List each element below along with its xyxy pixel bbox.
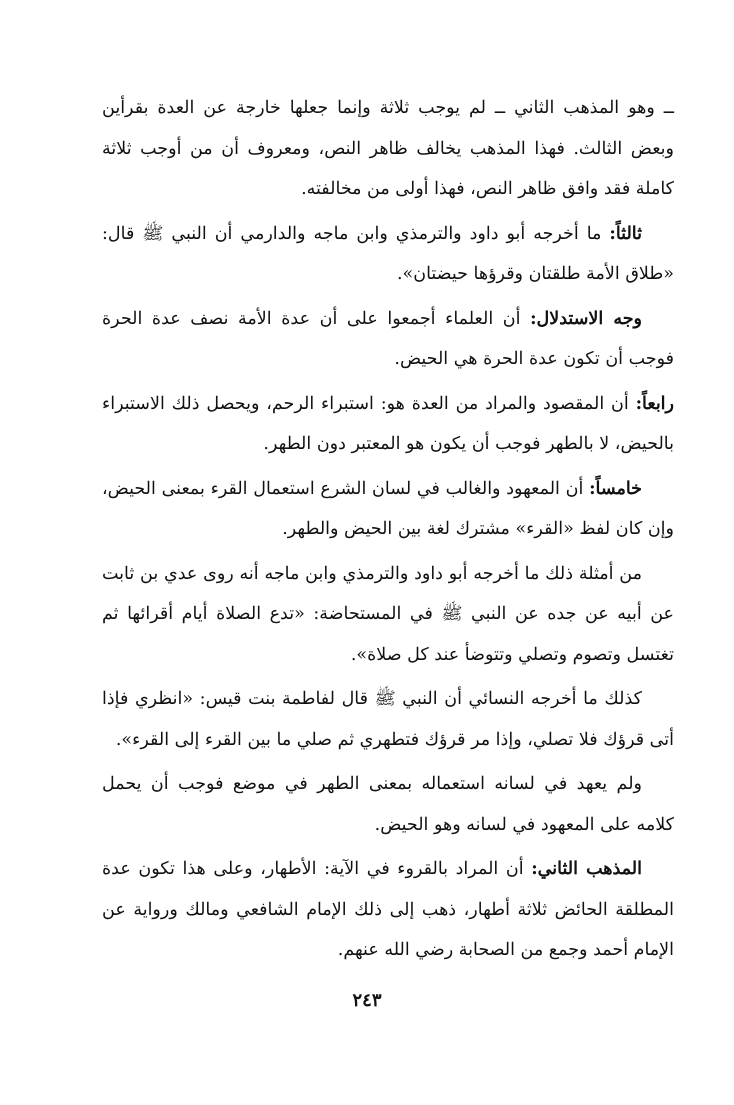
paragraph-inference xyxy=(102,299,674,380)
paragraph-text: أن المقصود والمراد من العدة هو: استبراء الرحم، ويحصل ذلك الاستبراء بالحيض، لا بالطهر فوجب أن يكون هو المعتبر دون الطهر. xyxy=(102,393,674,454)
paragraph-third-evidence xyxy=(102,214,674,295)
paragraph-heading: ثالثاً: xyxy=(609,223,642,244)
paragraph-text: أن العلماء أجمعوا على أن عدة الأمة نصف عدة الحرة فوجب أن تكون عدة الحرة هي الحيض. xyxy=(102,308,674,369)
page-number: ٢٤٣ xyxy=(352,990,382,1011)
page-body xyxy=(102,88,674,975)
paragraph-text: ولم يعهد في لسانه استعماله بمعنى الطهر في موضع فوجب أن يحمل كلامه على المعهود في لسانه وهو الحيض. xyxy=(102,774,674,835)
paragraph-conclusion xyxy=(102,764,674,845)
paragraph-text: أن المعهود والغالب في لسان الشرع استعمال القرء بمعنى الحيض، وإن كان لفظ «القرء» مشترك لغة بين الحيض والطهر. xyxy=(102,478,674,539)
paragraph-fifth-evidence xyxy=(102,469,674,550)
paragraph-text: أن المراد بالقروء في الآية: الأطهار، وعلى هذا تكون عدة المطلقة الحائض ثلاثة أطهار، ذهب إلى ذلك الإمام الشافعي ومالك ورواية عن الإمام أحمد وجمع من الصحابة رضي الله عنهم. xyxy=(102,859,674,960)
paragraph-text: ما أخرجه أبو داود والترمذي وابن ماجه والدارمي أن النبي ﷺ قال: «طلاق الأمة طلقتان وقرؤها حيضتان». xyxy=(102,223,674,284)
paragraph-text: ــ وهو المذهب الثاني ــ لم يوجب ثلاثة وإنما جعلها خارجة عن العدة بقرأين وبعض الثالث. فهذا المذهب يخالف ظاهر النص، ومعروف أن من أوجب ثلاثة كاملة فقد وافق ظاهر النص، فهذا أولى من مخالفته. xyxy=(102,98,674,199)
paragraph-heading: وجه الاستدلال: xyxy=(530,308,642,329)
paragraph-example-one xyxy=(102,554,674,676)
paragraph-heading: المذهب الثاني: xyxy=(531,859,642,879)
paragraph-fourth-evidence xyxy=(102,384,674,465)
paragraph-example-two xyxy=(102,679,674,760)
paragraph-second-school xyxy=(102,849,674,971)
paragraph-text: كذلك ما أخرجه النسائي أن النبي ﷺ قال لفاطمة بنت قيس: «انظري فإذا أتى قرؤك فلا تصلي، وإذا مر قرؤك فتطهري ثم صلي ما بين القرء إلى القرء». xyxy=(102,689,674,750)
paragraph-heading: رابعاً: xyxy=(635,393,674,414)
paragraph-text: من أمثلة ذلك ما أخرجه أبو داود والترمذي وابن ماجه أنه روى عدي بن ثابت عن أبيه عن جده عن النبي ﷺ في المستحاضة: «تدع الصلاة أيام أقرائها ثم تغتسل وتصوم وتصلي وتتوضأ عند كل صلاة». xyxy=(102,563,674,665)
paragraph-heading: خامساً: xyxy=(589,478,642,499)
paragraph-continuation xyxy=(102,88,674,210)
